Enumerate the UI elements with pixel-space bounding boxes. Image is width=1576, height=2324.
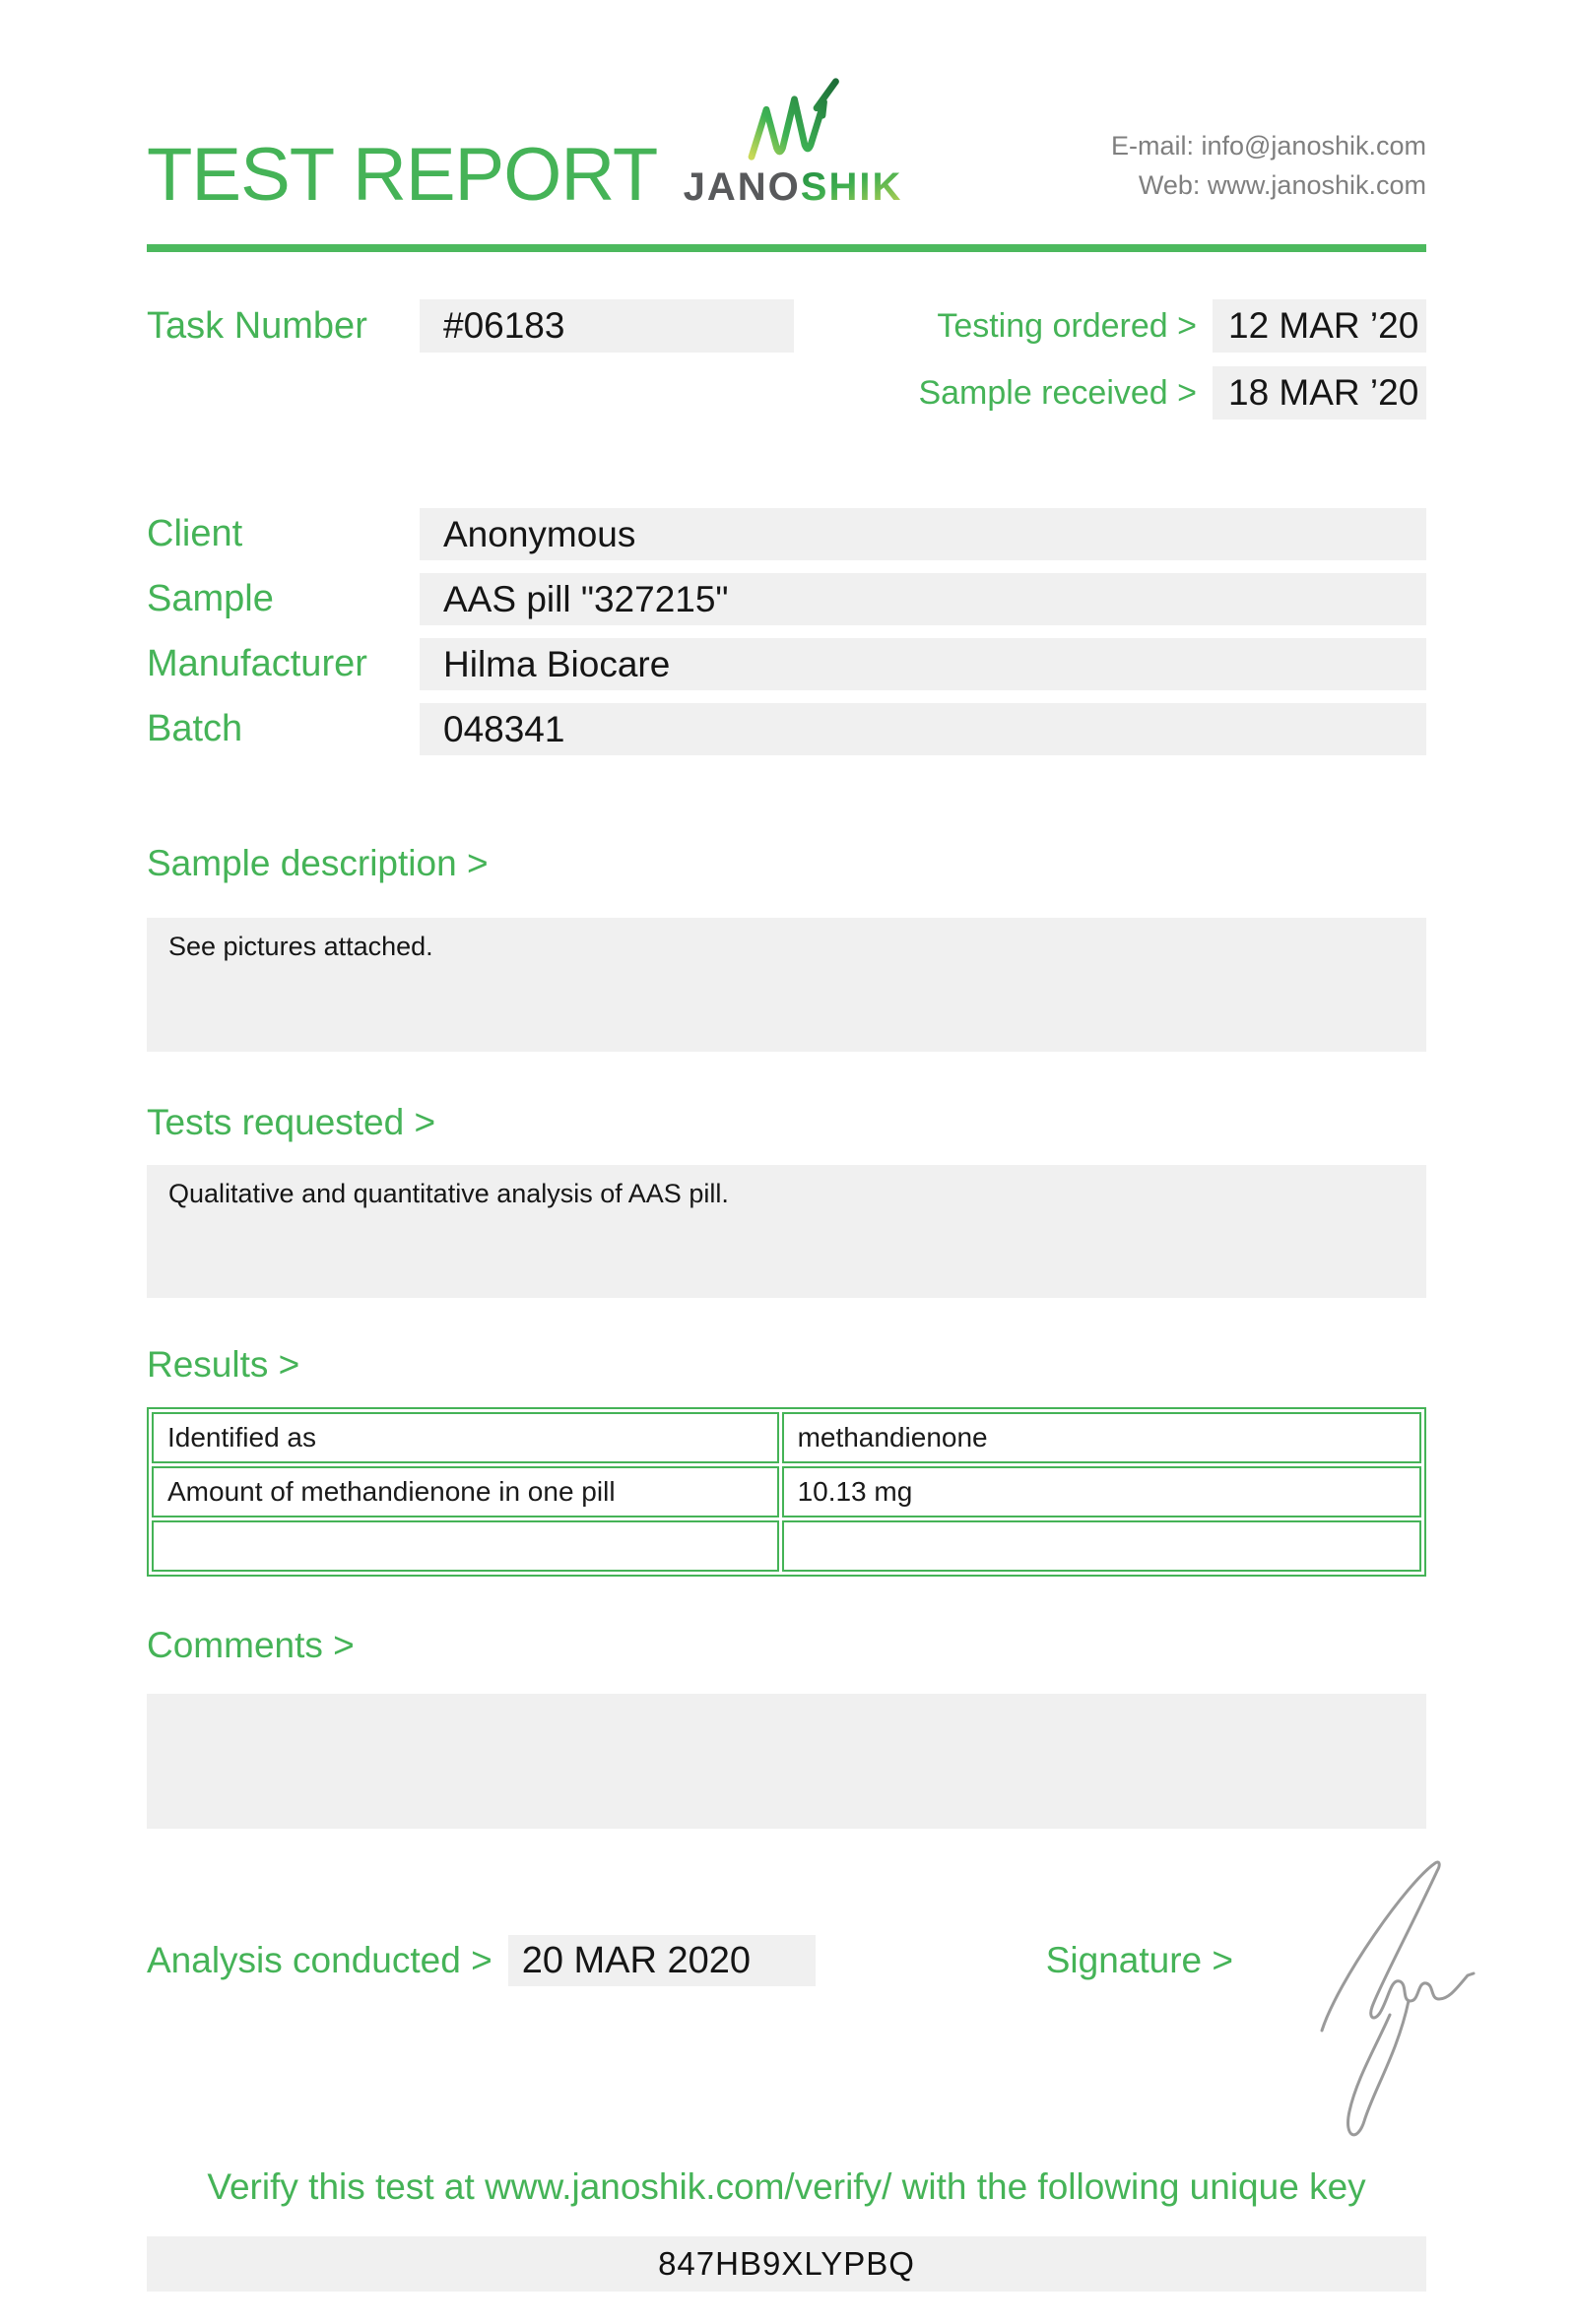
contact-block (1111, 126, 1426, 205)
manufacturer-label: Manufacturer (147, 643, 367, 684)
sample-description-box: See pictures attached. (147, 918, 1426, 1052)
result-key: Identified as (152, 1412, 779, 1463)
trend-chart-icon (746, 77, 840, 161)
info-block (147, 508, 1426, 755)
batch-row (147, 703, 1426, 755)
sample-received-value: 18 MAR ’20 (1213, 366, 1426, 420)
header-divider (147, 244, 1426, 252)
tests-requested-box: Qualitative and quantitative analysis of AAS pill. (147, 1165, 1426, 1298)
sample-label: Sample (147, 578, 274, 619)
sample-description-heading: Sample description > (147, 843, 489, 883)
header (147, 0, 1426, 252)
analysis-conducted-label: Analysis conducted > (147, 1940, 492, 1980)
batch-value: 048341 (420, 703, 1426, 755)
results-table (147, 1407, 1426, 1577)
testing-ordered-label: Testing ordered > (937, 306, 1197, 345)
sample-received-row (918, 366, 1426, 420)
analysis-date-value: 20 MAR 2020 (508, 1935, 816, 1986)
result-value: methandienone (782, 1412, 1421, 1463)
janoshik-logo (675, 77, 911, 210)
result-value (782, 1520, 1421, 1572)
task-number-value: #06183 (420, 299, 794, 353)
manufacturer-row (147, 638, 1426, 690)
logo-wordmark (675, 165, 911, 210)
contact-email: E-mail: info@janoshik.com (1110, 131, 1426, 161)
batch-label: Batch (147, 708, 243, 749)
comments-heading: Comments > (147, 1625, 355, 1665)
manufacturer-value: Hilma Biocare (420, 638, 1426, 690)
analysis-signature-row (147, 1935, 1426, 1986)
signature-label: Signature > (1045, 1940, 1233, 1980)
table-row (152, 1466, 1421, 1517)
client-value: Anonymous (420, 508, 1426, 560)
task-number-label: Task Number (147, 304, 367, 347)
result-key: Amount of methandienone in one pill (152, 1466, 779, 1517)
logo-word-jano: JANO (683, 165, 801, 209)
sample-received-label: Sample received > (918, 373, 1197, 412)
tests-requested-heading: Tests requested > (147, 1102, 436, 1142)
handwritten-signature (1261, 1812, 1478, 2147)
results-heading: Results > (147, 1344, 300, 1385)
result-key (152, 1520, 779, 1572)
page-title: TEST REPORT (147, 133, 658, 217)
testing-ordered-value: 12 MAR ’20 (1213, 299, 1426, 353)
sample-row (147, 573, 1426, 625)
table-row (152, 1520, 1421, 1572)
logo-word-shik: SHIK (800, 165, 903, 209)
task-row (147, 299, 1426, 420)
result-value: 10.13 mg (782, 1466, 1421, 1517)
client-label: Client (147, 513, 243, 554)
dates-block (918, 299, 1426, 420)
contact-web: Web: www.janoshik.com (1138, 170, 1426, 200)
table-row (152, 1412, 1421, 1463)
verify-key: 847HB9XLYPBQ (147, 2236, 1426, 2292)
verify-text: Verify this test at www.janoshik.com/verify/ with the following unique key (207, 2166, 1366, 2207)
testing-ordered-row (918, 299, 1426, 353)
client-row (147, 508, 1426, 560)
comments-box (147, 1694, 1426, 1829)
task-number-field (147, 299, 794, 353)
sample-value: AAS pill "327215" (420, 573, 1426, 625)
